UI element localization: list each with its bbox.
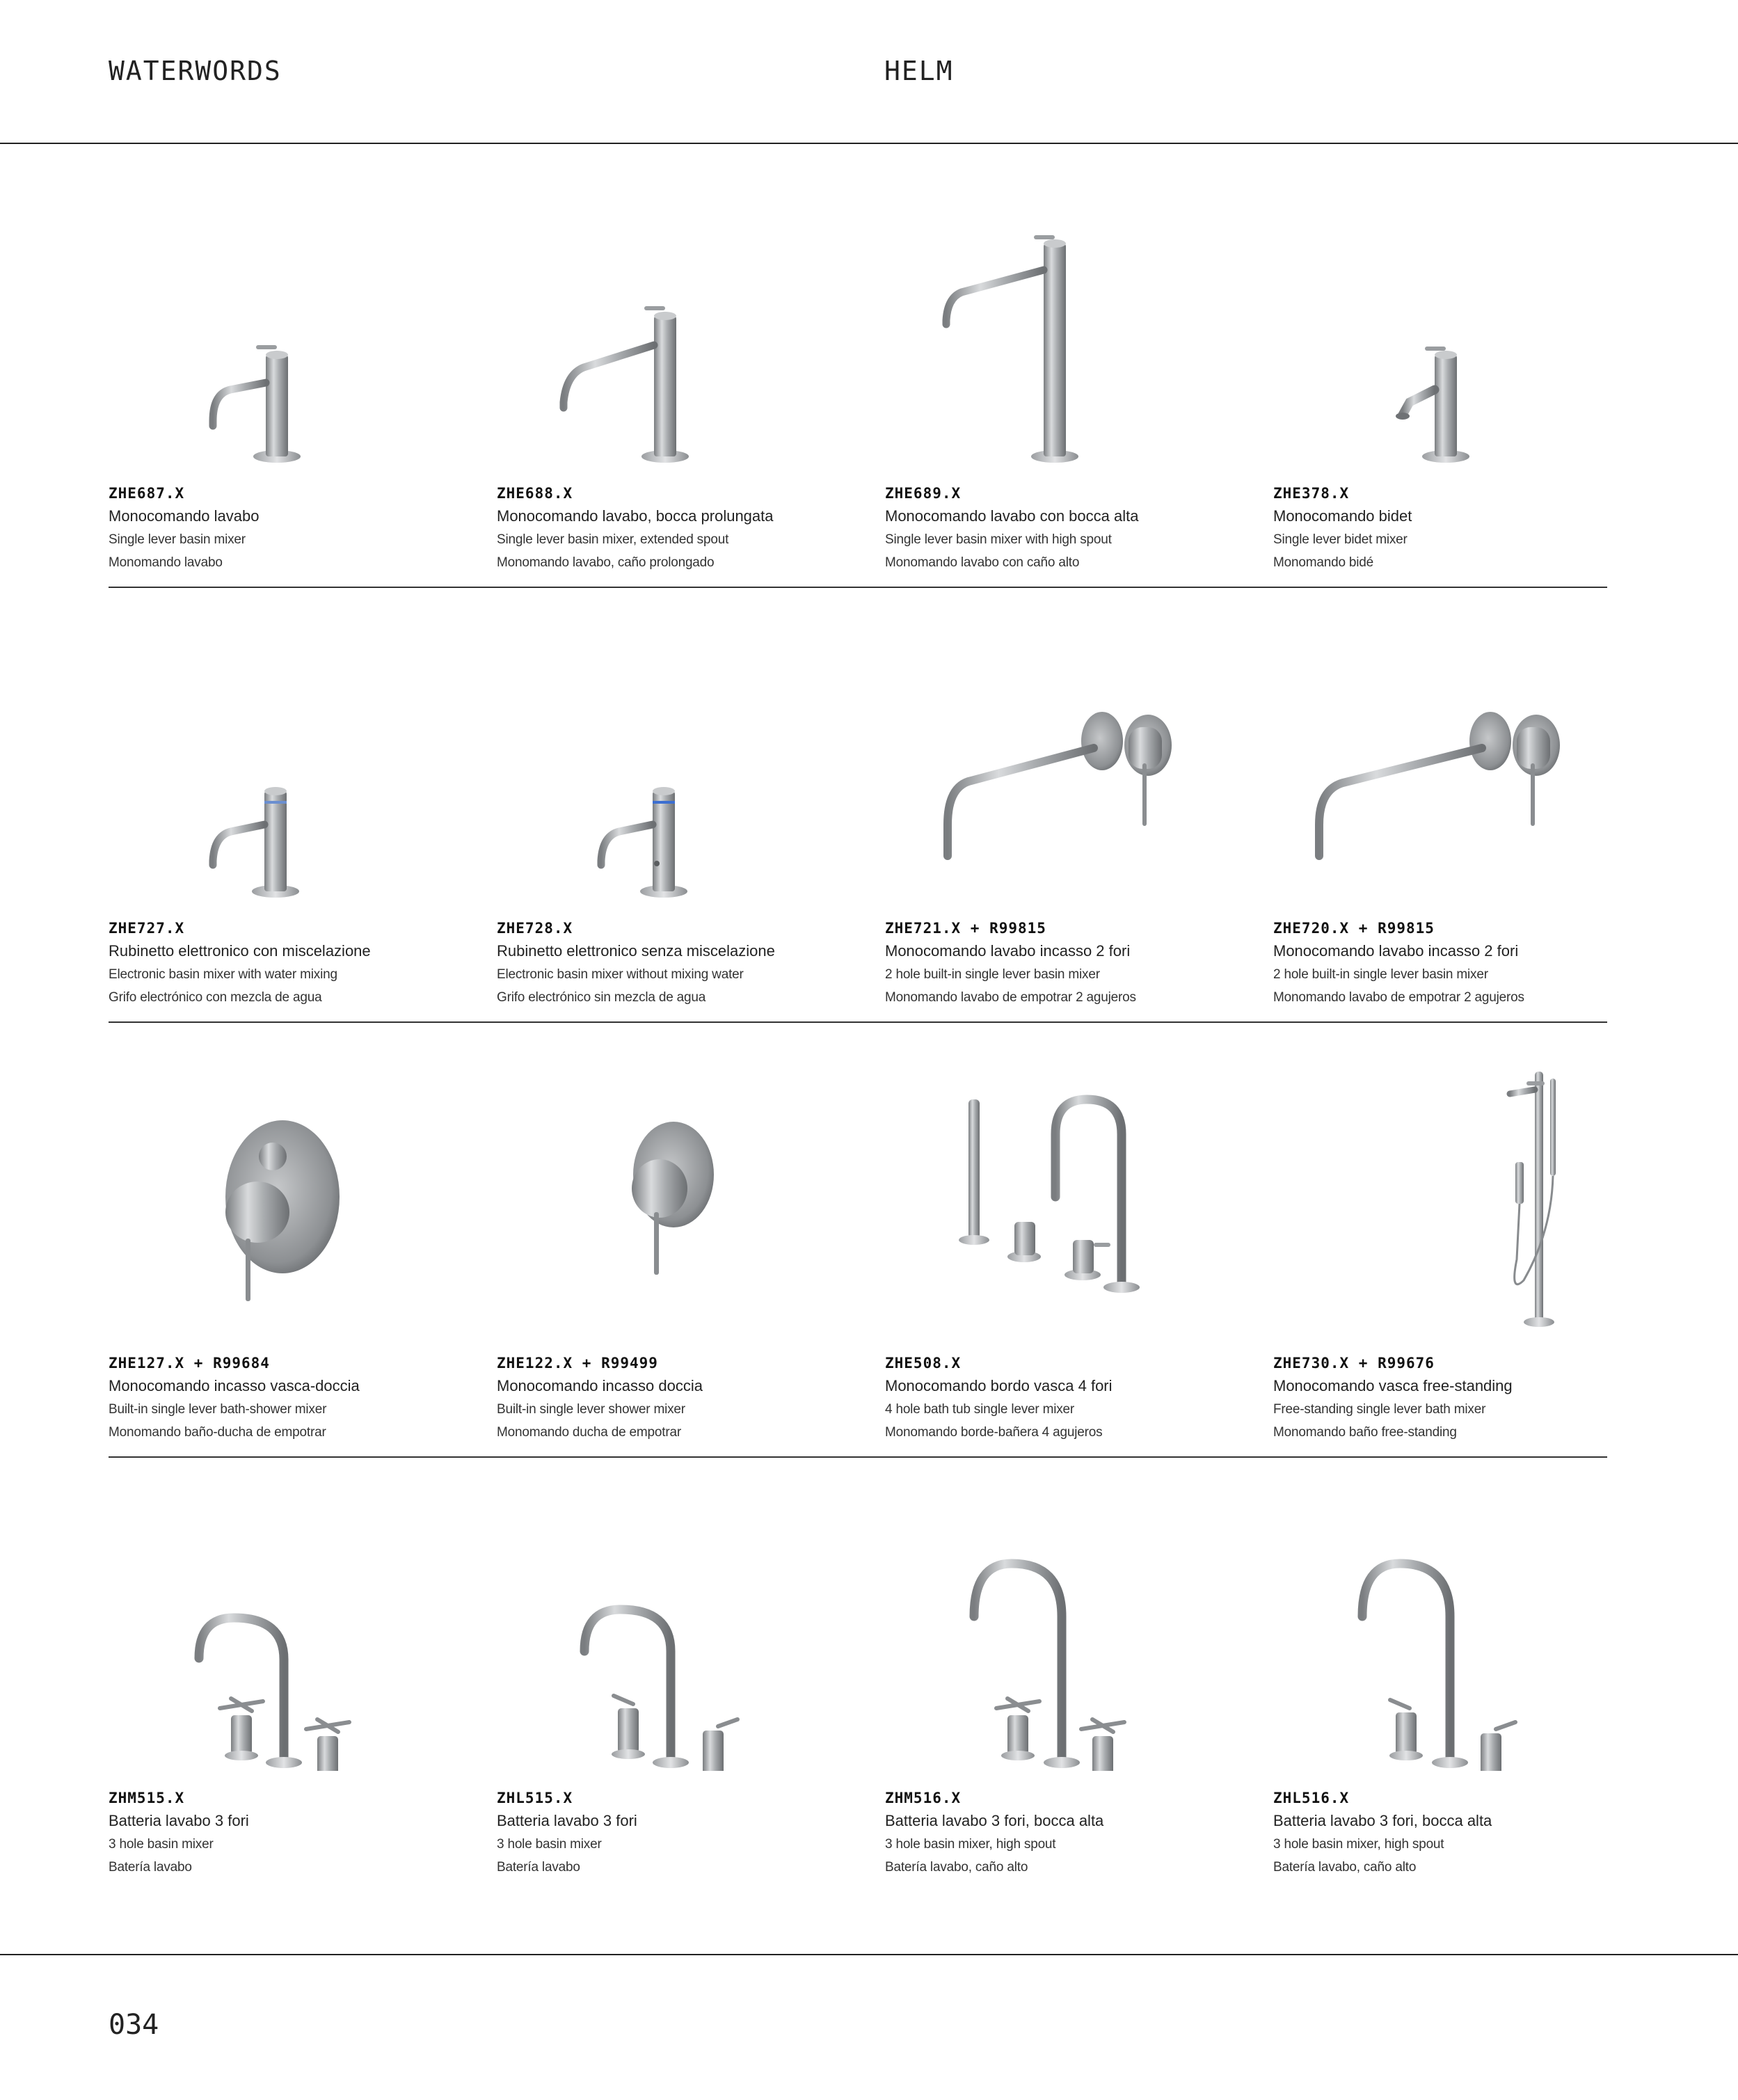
basin-mixer-high-icon	[885, 181, 1273, 466]
wall-mixer-long-icon	[1273, 616, 1661, 901]
shower-mixer-icon	[497, 1051, 885, 1336]
product-card	[885, 1458, 1273, 1893]
product-name-en: 3 hole basin mixer, high spout	[1273, 1837, 1444, 1852]
freestanding-mixer-icon	[1273, 1051, 1661, 1336]
product-name-es: Monomando borde-bañera 4 agujeros	[885, 1425, 1103, 1440]
product-name-en: Electronic basin mixer without mixing water	[497, 967, 744, 982]
electronic-tap-icon	[497, 616, 885, 901]
product-card	[497, 1458, 885, 1893]
product-name-it: Rubinetto elettronico con miscelazione	[109, 942, 371, 960]
product-card	[1273, 588, 1661, 1023]
product-card	[497, 588, 885, 1023]
product-code: ZHE127.X + R99684	[109, 1355, 270, 1371]
product-card	[1273, 1023, 1661, 1458]
product-name-en: Built-in single lever bath-shower mixer	[109, 1402, 327, 1417]
product-card	[109, 1458, 497, 1893]
product-name-it: Monocomando lavabo con bocca alta	[885, 507, 1139, 525]
product-name-en: 3 hole basin mixer	[497, 1837, 602, 1852]
product-name-en: 3 hole basin mixer	[109, 1837, 214, 1852]
product-code: ZHE689.X	[885, 485, 962, 502]
product-name-es: Grifo electrónico sin mezcla de agua	[497, 990, 706, 1005]
product-card	[497, 1023, 885, 1458]
product-name-it: Monocomando lavabo incasso 2 fori	[885, 942, 1131, 960]
product-name-es: Monomando baño free-standing	[1273, 1425, 1457, 1440]
product-name-en: 4 hole bath tub single lever mixer	[885, 1402, 1075, 1417]
product-name-en: Single lever basin mixer, extended spout	[497, 532, 729, 547]
basin-mixer-extended-icon	[497, 181, 885, 466]
product-row	[109, 153, 1607, 588]
product-name-en: Single lever bidet mixer	[1273, 532, 1408, 547]
product-grid	[109, 153, 1607, 1893]
collection-name: HELM	[884, 56, 954, 86]
product-code: ZHE727.X	[109, 920, 185, 937]
product-code: ZHE687.X	[109, 485, 185, 502]
header-divider	[0, 143, 1738, 144]
brand-name: WATERWORDS	[109, 56, 282, 86]
product-code: ZHL516.X	[1273, 1790, 1350, 1806]
product-name-en: Single lever basin mixer with high spout	[885, 532, 1112, 547]
product-card	[109, 1023, 497, 1458]
product-name-it: Monocomando bordo vasca 4 fori	[885, 1377, 1113, 1394]
product-card	[885, 1023, 1273, 1458]
product-name-es: Batería lavabo, caño alto	[885, 1860, 1028, 1875]
product-code: ZHE122.X + R99499	[497, 1355, 658, 1371]
product-name-it: Monocomando lavabo, bocca prolungata	[497, 507, 774, 525]
product-name-it: Batteria lavabo 3 fori, bocca alta	[1273, 1812, 1492, 1829]
product-code: ZHE728.X	[497, 920, 573, 937]
three-hole-mixer-lever-icon	[497, 1486, 885, 1771]
product-name-es: Grifo electrónico con mezcla de agua	[109, 990, 322, 1005]
basin-mixer-icon	[109, 181, 497, 466]
footer-divider	[0, 1954, 1738, 1955]
product-code: ZHE688.X	[497, 485, 573, 502]
product-name-es: Monomando bidé	[1273, 555, 1374, 570]
product-card	[1273, 153, 1661, 588]
product-name-en: Electronic basin mixer with water mixing	[109, 967, 337, 982]
product-name-it: Monocomando incasso doccia	[497, 1377, 703, 1394]
product-row	[109, 588, 1607, 1023]
product-name-es: Monomando lavabo	[109, 555, 223, 570]
product-code: ZHE720.X + R99815	[1273, 920, 1435, 937]
product-card	[109, 153, 497, 588]
bath-rim-mixer-icon	[885, 1051, 1273, 1336]
three-hole-mixer-icon	[109, 1486, 497, 1771]
product-name-es: Monomando lavabo de empotrar 2 agujeros	[885, 990, 1136, 1005]
product-card	[109, 588, 497, 1023]
product-name-en: Single lever basin mixer	[109, 532, 246, 547]
product-name-it: Rubinetto elettronico senza miscelazione	[497, 942, 775, 960]
product-name-es: Monomando baño-ducha de empotrar	[109, 1425, 326, 1440]
electronic-mixer-icon	[109, 616, 497, 901]
three-hole-mixer-high-lever-icon	[1273, 1486, 1661, 1771]
bidet-mixer-icon	[1273, 181, 1661, 466]
product-code: ZHM515.X	[109, 1790, 185, 1806]
product-code: ZHE730.X + R99676	[1273, 1355, 1435, 1371]
bath-shower-mixer-icon	[109, 1051, 497, 1336]
product-name-it: Monocomando bidet	[1273, 507, 1412, 525]
product-name-it: Monocomando incasso vasca-doccia	[109, 1377, 360, 1394]
product-name-es: Batería lavabo	[109, 1860, 192, 1875]
product-name-en: 2 hole built-in single lever basin mixer	[885, 967, 1100, 982]
product-name-es: Monomando lavabo de empotrar 2 agujeros	[1273, 990, 1524, 1005]
product-name-it: Batteria lavabo 3 fori, bocca alta	[885, 1812, 1104, 1829]
product-name-it: Monocomando lavabo	[109, 507, 260, 525]
product-name-es: Monomando lavabo con caño alto	[885, 555, 1080, 570]
product-row	[109, 1458, 1607, 1893]
product-name-it: Batteria lavabo 3 fori	[109, 1812, 249, 1829]
product-code: ZHE378.X	[1273, 485, 1350, 502]
page-number: 034	[109, 2009, 159, 2041]
three-hole-mixer-high-icon	[885, 1486, 1273, 1771]
product-name-en: Built-in single lever shower mixer	[497, 1402, 685, 1417]
product-name-en: Free-standing single lever bath mixer	[1273, 1402, 1486, 1417]
product-card	[497, 153, 885, 588]
product-name-es: Batería lavabo	[497, 1860, 580, 1875]
product-card	[1273, 1458, 1661, 1893]
product-name-it: Monocomando lavabo incasso 2 fori	[1273, 942, 1519, 960]
wall-mixer-icon	[885, 616, 1273, 901]
product-name-es: Monomando lavabo, caño prolongado	[497, 555, 715, 570]
product-name-it: Batteria lavabo 3 fori	[497, 1812, 637, 1829]
product-code: ZHE508.X	[885, 1355, 962, 1371]
product-name-en: 3 hole basin mixer, high spout	[885, 1837, 1056, 1852]
product-code: ZHE721.X + R99815	[885, 920, 1046, 937]
product-name-en: 2 hole built-in single lever basin mixer	[1273, 967, 1488, 982]
product-row	[109, 1023, 1607, 1458]
product-code: ZHL515.X	[497, 1790, 573, 1806]
product-card	[885, 588, 1273, 1023]
product-name-it: Monocomando vasca free-standing	[1273, 1377, 1513, 1394]
product-code: ZHM516.X	[885, 1790, 962, 1806]
product-card	[885, 153, 1273, 588]
product-name-es: Monomando ducha de empotrar	[497, 1425, 681, 1440]
product-name-es: Batería lavabo, caño alto	[1273, 1860, 1417, 1875]
